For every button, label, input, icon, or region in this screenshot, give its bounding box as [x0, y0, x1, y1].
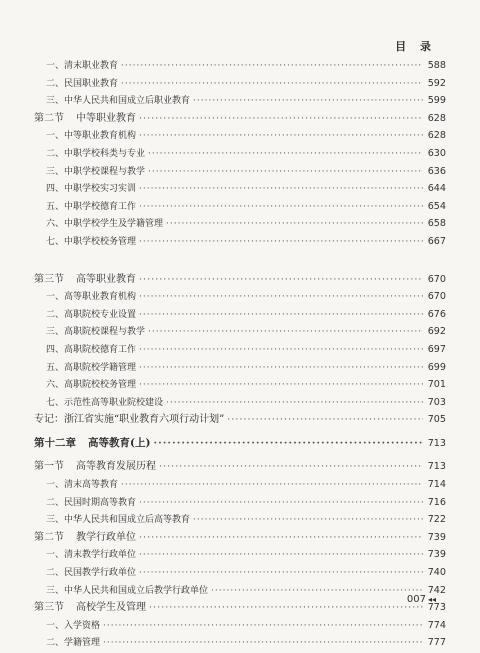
toc-entry-label	[34, 93, 190, 111]
toc-entry-title: 五、中职学校德育工作	[46, 201, 137, 212]
toc-entry-label	[34, 360, 136, 378]
toc-entry-label	[34, 324, 145, 342]
toc-entry-label	[34, 128, 136, 146]
dot-leader	[148, 324, 423, 342]
dot-leader	[148, 146, 423, 164]
toc-entry-page: 716	[427, 496, 446, 508]
toc-entry-note[interactable]	[34, 411, 446, 429]
toc-entry-title: 三、中华人民共和国成立后职业教育	[46, 96, 191, 107]
dot-leader	[139, 289, 423, 307]
toc-group-chapter	[34, 435, 446, 453]
toc-entry-page: 739	[427, 549, 446, 561]
toc-entry-sub[interactable]	[34, 546, 446, 564]
toc-entry-sub[interactable]	[34, 582, 446, 600]
toc-entry-sub[interactable]	[34, 288, 446, 306]
toc-entry-title: 二、中职学校科类与专业	[46, 148, 146, 159]
toc-entry-chapter[interactable]	[34, 435, 446, 453]
toc-entry-title: 一、清末高等教育	[46, 480, 119, 491]
dot-leader	[121, 58, 423, 76]
toc-entry-label	[34, 199, 136, 217]
toc-entry-sub[interactable]	[34, 376, 446, 394]
dot-leader	[193, 512, 423, 530]
toc-entry-title: 第二节	[34, 112, 64, 124]
running-header: 目 录	[395, 40, 436, 53]
toc-entry-page: 774	[427, 619, 446, 631]
toc-entry-label	[34, 289, 136, 307]
toc-entry-title: 二、学籍管理	[46, 638, 101, 649]
dot-leader	[159, 458, 423, 476]
toc-entry-label	[34, 307, 136, 325]
toc-entry-page: 705	[427, 414, 446, 426]
toc-entry-label	[34, 377, 136, 395]
toc-entry-page: 699	[427, 361, 446, 373]
dot-leader	[121, 76, 423, 94]
toc-group-vocational-1	[34, 57, 446, 251]
toc-entry-page: 628	[427, 112, 446, 124]
toc-entry-title: 二、民国职业教育	[46, 78, 119, 89]
toc-entry-section[interactable]	[34, 271, 446, 289]
toc-entry-page: 703	[427, 396, 446, 408]
toc-entry-sub[interactable]	[34, 233, 446, 251]
toc-entry-sub[interactable]	[34, 306, 446, 324]
toc-entry-sub[interactable]	[34, 634, 446, 652]
dot-leader	[139, 342, 423, 360]
toc-entry-page: 592	[427, 77, 446, 89]
dot-leader	[103, 618, 423, 636]
toc-entry-label	[34, 216, 163, 234]
toc-entry-page: 658	[427, 218, 446, 230]
toc-entry-section[interactable]	[34, 458, 446, 476]
toc-entry-page: 667	[427, 235, 446, 247]
page-number: 007	[406, 594, 426, 605]
toc-entry-sub[interactable]	[34, 92, 446, 110]
toc-entry-label	[34, 547, 136, 565]
toc-entry-page: 714	[427, 479, 446, 491]
toc-group-higher-ed	[34, 458, 446, 652]
dot-leader	[148, 164, 423, 182]
toc-entry-title: 一、清末教学行政单位	[46, 550, 137, 561]
toc-entry-subtitle: 高等职业教育	[76, 273, 136, 285]
toc-entry-title: 第三节	[34, 273, 64, 285]
toc-entry-title: 专记：浙江省实施“职业教育六项行动计划”	[34, 414, 225, 426]
toc-entry-title: 七、中职学校校务管理	[46, 236, 137, 247]
toc-entry-label	[34, 458, 156, 476]
toc-entry-sub[interactable]	[34, 617, 446, 635]
toc-entry-title: 三、高职院校课程与教学	[46, 327, 146, 338]
toc-entry-page: 777	[427, 637, 446, 649]
toc-entry-title: 二、民国教学行政单位	[46, 568, 137, 579]
toc-entry-title: 第十二章	[34, 436, 76, 449]
toc-entry-title: 四、中职学校实习实训	[46, 184, 137, 195]
toc-entry-title: 一、入学资格	[46, 620, 101, 631]
toc-entry-page: 697	[427, 343, 446, 355]
toc-entry-page: 630	[427, 147, 446, 159]
dot-leader	[139, 234, 423, 252]
toc-entry-label	[34, 635, 100, 653]
toc-entry-title: 五、高职院校学籍管理	[46, 362, 137, 373]
toc-entry-section[interactable]	[34, 110, 446, 128]
toc-entry-label	[34, 234, 136, 252]
toc-entry-subtitle: 高等教育(上)	[88, 436, 151, 449]
toc-entry-label	[34, 583, 208, 601]
dot-leader	[139, 495, 423, 513]
toc-entry-sub[interactable]	[34, 198, 446, 216]
toc-entry-title: 六、中职学校学生及学籍管理	[46, 219, 164, 230]
toc-entry-sub[interactable]	[34, 476, 446, 494]
spacer	[34, 251, 446, 271]
toc-entry-sub[interactable]	[34, 180, 446, 198]
toc-entry-sub[interactable]	[34, 57, 446, 75]
toc-entry-page: 739	[427, 531, 446, 543]
toc-entry-page: 670	[427, 273, 446, 285]
toc-entry-label	[34, 58, 118, 76]
dot-leader	[139, 128, 423, 146]
toc-entry-page: 588	[427, 60, 446, 71]
toc-entry-section[interactable]	[34, 599, 446, 617]
dot-leader	[139, 377, 423, 395]
toc-group-vocational-2	[34, 271, 446, 429]
toc-entry-label	[34, 618, 100, 636]
toc-entry-label	[34, 271, 136, 289]
toc-entry-page: 644	[427, 183, 446, 195]
toc-entry-title: 三、中华人民共和国成立后高等教育	[46, 515, 191, 526]
toc-entry-label	[34, 76, 118, 94]
toc-entry-sub[interactable]	[34, 75, 446, 93]
dot-leader	[139, 271, 423, 289]
toc-entry-sub[interactable]	[34, 511, 446, 529]
toc-entry-page: 692	[427, 326, 446, 338]
toc-entry-title: 二、高职院校专业设置	[46, 309, 137, 320]
toc-entry-page: 670	[427, 291, 446, 303]
table-of-contents	[34, 57, 446, 652]
dot-leader	[227, 411, 423, 429]
toc-entry-title: 七、示范性高等职业院校建设	[46, 397, 164, 408]
toc-entry-label	[34, 599, 146, 617]
toc-entry-sub[interactable]	[34, 215, 446, 233]
toc-entry-sub[interactable]	[34, 494, 446, 512]
dot-leader	[153, 435, 423, 453]
toc-entry-title: 六、高职院校校务管理	[46, 380, 137, 391]
toc-entry-page: 676	[427, 308, 446, 320]
toc-entry-label	[34, 435, 150, 453]
toc-entry-page: 636	[427, 165, 446, 177]
toc-entry-page: 713	[427, 437, 446, 449]
toc-entry-page: 654	[427, 200, 446, 212]
dot-leader	[121, 477, 423, 495]
toc-entry-title: 二、民国时期高等教育	[46, 497, 137, 508]
toc-entry-page: 722	[427, 514, 446, 526]
toc-entry-label	[34, 411, 224, 429]
toc-entry-title: 三、中职学校课程与教学	[46, 166, 146, 177]
toc-entry-page: 740	[427, 567, 446, 579]
toc-entry-label	[34, 495, 136, 513]
toc-entry-label	[34, 164, 145, 182]
dot-leader	[149, 599, 423, 617]
toc-entry-page: 713	[427, 461, 446, 473]
dot-leader	[139, 360, 423, 378]
toc-entry-label	[34, 395, 163, 413]
toc-entry-subtitle: 高校学生及管理	[76, 602, 146, 614]
toc-entry-page: 628	[427, 130, 446, 142]
toc-entry-title: 三、中华人民共和国成立后教学行政单位	[46, 585, 209, 596]
dot-leader	[139, 181, 423, 199]
toc-entry-title: 四、高职院校德育工作	[46, 344, 137, 355]
dot-leader	[139, 307, 423, 325]
toc-entry-title: 一、中等职业教育机构	[46, 131, 137, 142]
toc-entry-label	[34, 342, 136, 360]
toc-entry-title: 第二节	[34, 531, 64, 543]
toc-entry-label	[34, 146, 145, 164]
toc-entry-section[interactable]	[34, 529, 446, 547]
toc-entry-label	[34, 110, 136, 128]
dot-leader	[139, 529, 423, 547]
dot-leader	[139, 565, 423, 583]
toc-entry-label	[34, 529, 136, 547]
toc-entry-label	[34, 477, 118, 495]
toc-entry-page: 599	[427, 95, 446, 107]
dot-leader	[139, 547, 423, 565]
toc-entry-subtitle: 中等职业教育	[76, 112, 136, 124]
toc-entry-title: 一、高等职业教育机构	[46, 292, 137, 303]
toc-entry-sub[interactable]	[34, 127, 446, 145]
dot-leader	[166, 395, 423, 413]
toc-entry-sub[interactable]	[34, 163, 446, 181]
toc-entry-page: 773	[427, 602, 446, 614]
dot-leader	[211, 583, 423, 601]
toc-entry-page: 701	[427, 379, 446, 391]
toc-entry-label	[34, 181, 136, 199]
toc-entry-title: 第一节	[34, 461, 64, 473]
dot-leader	[103, 635, 423, 653]
dot-leader	[193, 93, 423, 111]
toc-entry-sub[interactable]	[34, 359, 446, 377]
toc-entry-sub[interactable]	[34, 394, 446, 412]
dot-leader	[139, 110, 423, 128]
toc-entry-label	[34, 565, 136, 583]
toc-entry-sub[interactable]	[34, 145, 446, 163]
toc-entry-title: 第三节	[34, 602, 64, 614]
dot-leader	[139, 199, 423, 217]
toc-entry-page: 742	[427, 584, 446, 596]
toc-entry-title: 一、清末职业教育	[46, 61, 119, 71]
toc-entry-label	[34, 512, 190, 530]
page-mark-icon: ◂◂	[427, 595, 436, 604]
toc-entry-subtitle: 高等教育发展历程	[76, 461, 156, 473]
toc-entry-sub[interactable]	[34, 323, 446, 341]
dot-leader	[166, 216, 423, 234]
toc-entry-subtitle: 教学行政单位	[76, 531, 136, 543]
toc-entry-sub[interactable]	[34, 341, 446, 359]
toc-entry-sub[interactable]	[34, 564, 446, 582]
page-footer	[407, 594, 436, 605]
